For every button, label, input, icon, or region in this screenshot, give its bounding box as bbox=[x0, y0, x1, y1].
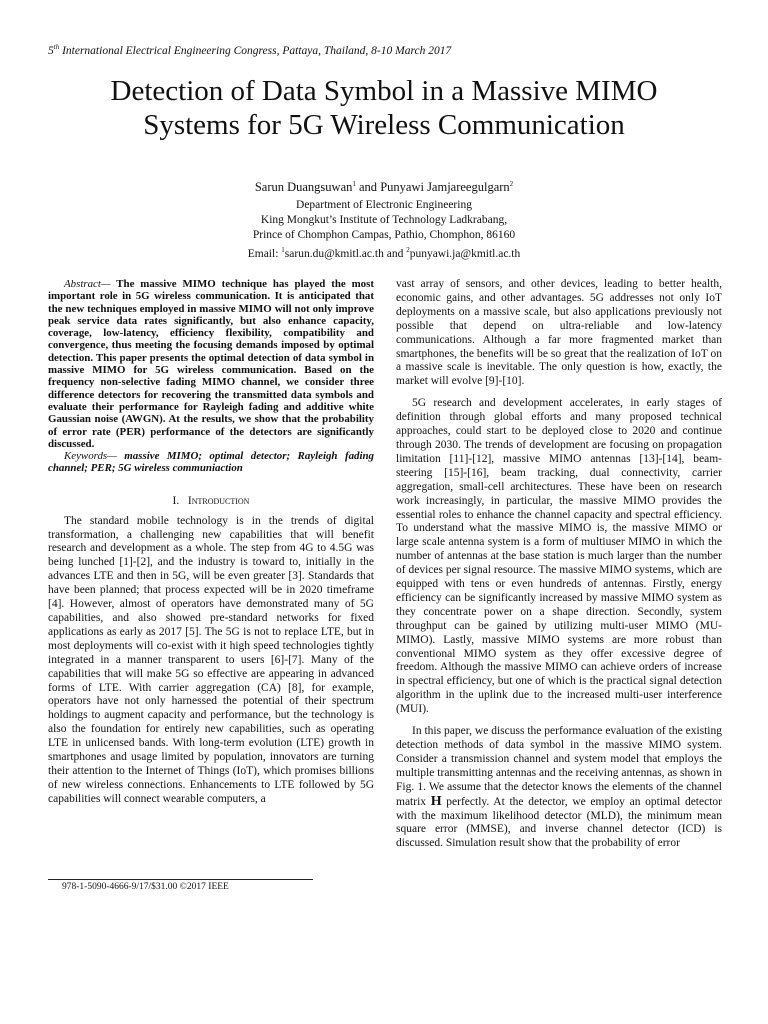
paper-title bbox=[40, 74, 728, 142]
left-column bbox=[48, 278, 374, 807]
right-paragraph-2: 5G research and development accelerates, in early stages of definition through global efforts and many proposed technical approaches, could start to be deployed close to 2020 and continue through 2030. The trends of development are focusing on propagation limitation [11]-[12], massive MIMO antennas [13]-[14], beam-steering [15]-[16], beam tracking, dual connectivity, carrier aggregation, small-cell architectures. These have been on research work increasingly, in particular, the massive MIMO provides the essential roles to enhance the channel capacity and spectral efficiency. To understand what the massive MIMO is, the massive MIMO or large scale antenna system is a form of multiuser MIMO in which the number of antennas at the base station is much larger than the number of devices per signal resource. The massive MIMO systems, which are equipped with tens or even hundreds of antennas. Firstly, energy efficiency can be significantly increased by massive MIMO system as they concentrate power on a shape direction. Secondly, system throughput can be gained by utilizing multi-user MIMO (MU-MIMO). Lastly, massive MIMO systems are more robust than conventional MIMO system as they offer excessive degree of freedom. Although the massive MIMO can achieve orders of increase in spectral efficiency, but one of which is the practical signal detection algorithm in the uplink due to the increased multi-user interference (MUI). bbox=[396, 397, 722, 716]
keywords: Keywords— massive MIMO; optimal detector; Rayleigh fading channel; PER; 5G wireless communiaction bbox=[48, 450, 374, 475]
footnote-rule bbox=[48, 879, 313, 880]
email-link-1[interactable]: sarun.du@kmitl.ac.th bbox=[284, 247, 384, 260]
conference-header: 5th International Electrical Engineering Congress, Pattaya, Thailand, 8-10 March 2017 bbox=[48, 43, 452, 57]
email-link-2[interactable]: punyawi.ja@kmitl.ac.th bbox=[409, 247, 521, 260]
right-paragraph-3: In this paper, we discuss the performance evaluation of the existing detection methods of data symbol in the massive MIMO system. Consider a transmission channel and system model that employs the multiple transmitting antennas and the receiving antennas, as shown in Fig. 1. We assume that the detector knows the elements of the channel matrix H perfectly. At the detector, we employ an optimal detector with the maximum likelihood detector (MLD), the minimum mean square error (MMSE), and inverse channel detector (ICD) is discussed. Simulation result show that the probability of error bbox=[396, 725, 722, 850]
intro-paragraph: The standard mobile technology is in the trends of digital transformation, a challenging new capabilities that will benefit research and development as a whole. The step from 4G to 4.5G was being lunched [1]-[2], and the industry is toward to, initially in the advances LTE and then in 5G, will be even greater [3]. Standards that have been planned; that process expected will be in 2020 timeframe [4]. However, almost of operators have demonstrated many of 5G capabilities, and also showed pre-standard networks for fixed applications as early as 2017 [5]. The 5G is not to replace LTE, but in most deployments will co-exist with it high speed technologies tightly integrated in a manner transparent to users [6]-[7]. Many of the capabilities that will make 5G so effective are appearing in advanced forms of LTE. With carrier aggregation (CA) [8], for example, operators have not only harnessed the potential of their spectrum holdings to augment capacity and performance, but the technology is also the foundation for entirely new capabilities, such as operating LTE in unlicensed bands. With long-term evolution (LTE) growth in smartphones and usage limited by population, innovators are turning their attention to the Internet of Things (IoT), which promises billions of new wireless connections. Enhancements to LTE followed by 5G capabilities will connect wearable computers, a bbox=[48, 514, 374, 805]
copyright-footnote: 978-1-5090-4666-9/17/$31.00 ©2017 IEEE bbox=[62, 882, 229, 892]
title-line-2: Systems for 5G Wireless Communication bbox=[143, 109, 625, 141]
title-line-1: Detection of Data Symbol in a Massive MIMO bbox=[110, 75, 658, 107]
institution: King Mongkut’s Institute of Technology Ladkrabang, bbox=[260, 214, 508, 227]
address: Prince of Chomphon Campas, Pathio, Chomphon, 86160 bbox=[252, 229, 516, 242]
right-paragraph-1: vast array of sensors, and other devices, leading to better health, economic gains, and other advantages. 5G addresses not only IoT deployments on a massive scale, but also applications previously not possible that depend on ultra-reliable and low-latency communications. Although a far more fragmented market than smartphones, the benefits will be so great that the realization of IoT on a massive scale is inevitable. The only question is how, exactly, the market will evolve [9]-[10]. bbox=[396, 278, 722, 388]
author-block bbox=[40, 176, 728, 262]
right-column bbox=[396, 278, 722, 851]
author-names: Sarun Duangsuwan$^1$ and Punyawi Jamjareegulgarn$^2$ bbox=[254, 180, 514, 195]
abstract: Abstract— The massive MIMO technique has played the most important role in 5G wireless communication. It is anticipated that the new techniques employed in massive MIMO will not only improve peak service data rates significantly, but also enhance capacity, coverage, low-latency, efficiency flexibility, compatibility and convergence, thus meeting the focusing demands imposed by optimal detection. This paper presents the optimal detection of data symbol in massive MIMO for 5G wireless communication. Based on the frequency non-selective fading MIMO channel, we consider three difference detectors for recovering the transmitted data symbols and evaluate their performance for Rayleigh fading and additive white Gaussian noise (AWGN). At the results, we show that the probability of error rate (PER) performance of the detectors are significantly discussed. bbox=[48, 278, 374, 450]
department: Department of Electronic Engineering bbox=[296, 199, 472, 212]
email-line: Email: $^1$sarun.du@kmitl.ac.th and $^2$punyawi.ja@kmitl.ac.th bbox=[247, 246, 521, 260]
section-heading-introduction: I. Introduction bbox=[172, 494, 250, 507]
